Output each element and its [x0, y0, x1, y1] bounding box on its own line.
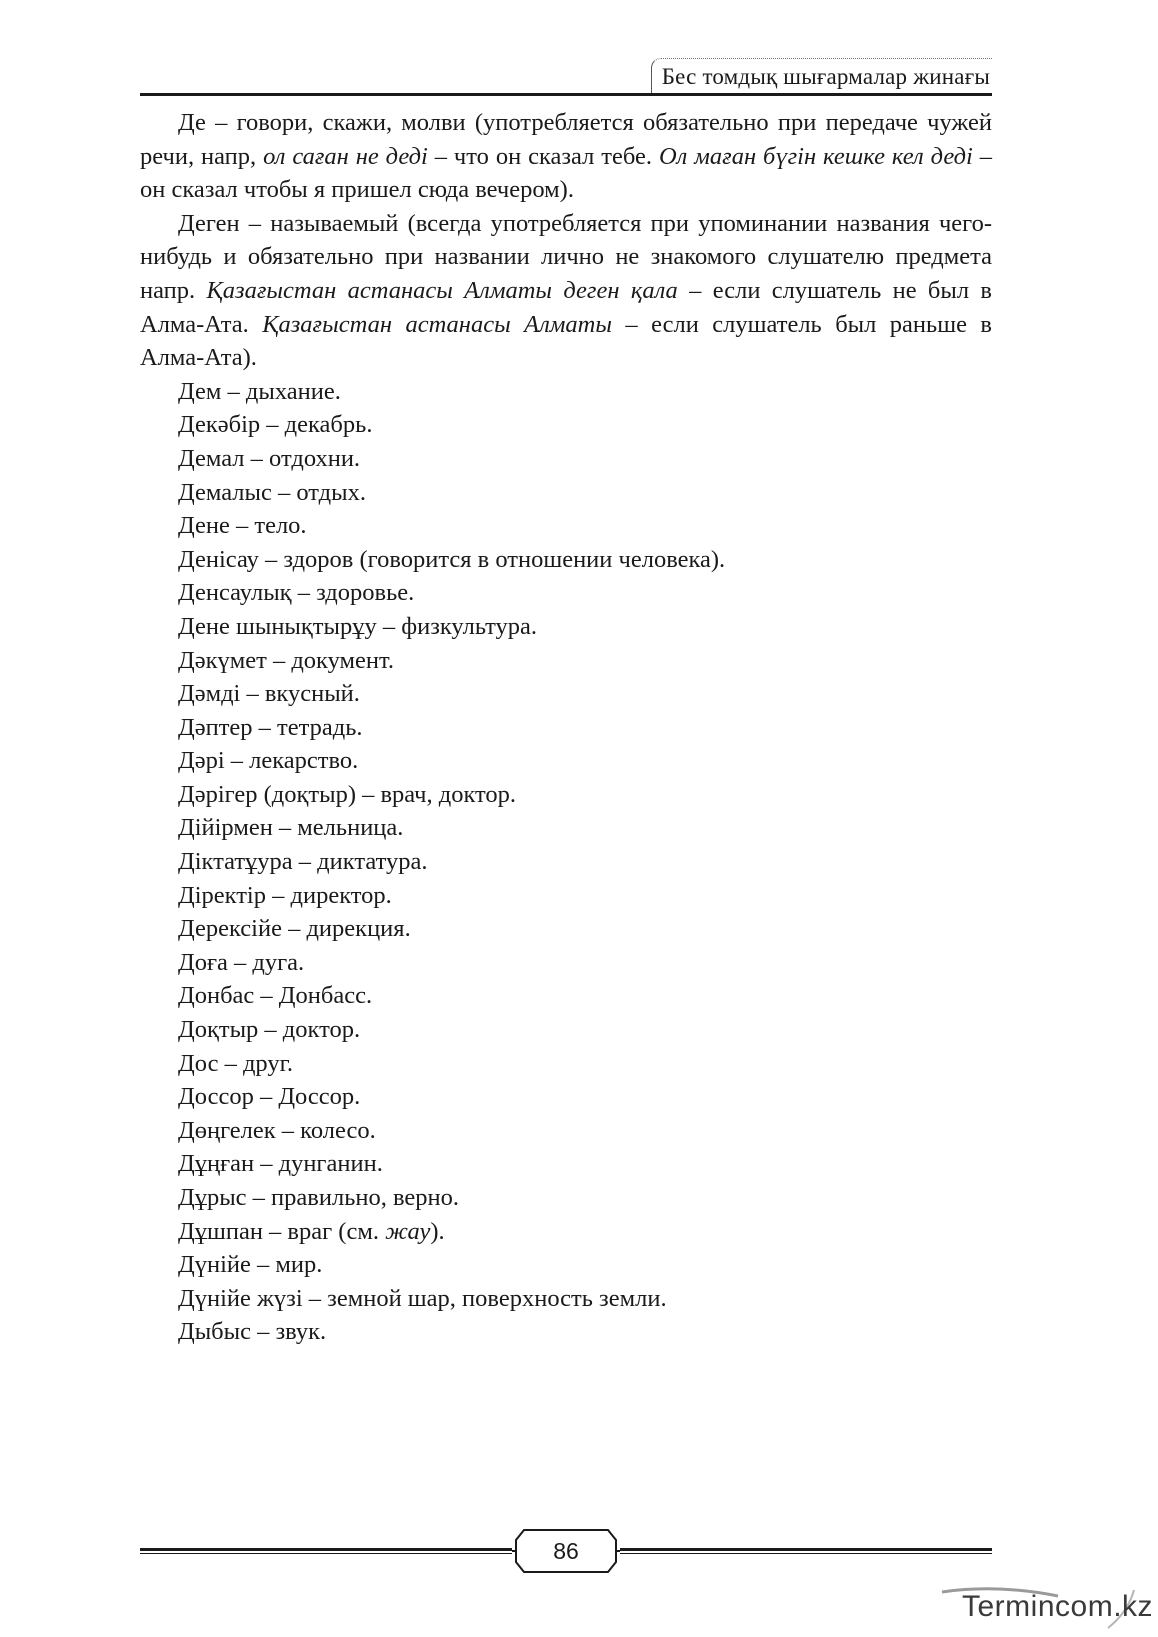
paragraph-degen — [140, 207, 992, 375]
dictionary-entry: Дүнійе – мир. — [178, 1251, 323, 1279]
text-run: Деген – называемый (всегда употребляется при упоминании названия чего-нибудь и обязательно при названии лично не знакомого слушателю предмета напр. — [140, 209, 992, 304]
watermark-logo — [938, 1582, 1154, 1630]
footer-rule-left — [140, 1548, 512, 1554]
dictionary-entry: Дерексійе – дирекция. — [178, 915, 411, 943]
running-header — [140, 54, 992, 96]
dictionary-entry: Дійірмен – мельница. — [178, 814, 404, 842]
dictionary-entry: Дұңған – дунганин. — [178, 1150, 383, 1178]
dictionary-entry: Дүнійе жүзі – земной шар, поверхность земли. — [178, 1284, 667, 1312]
page-number: 86 — [553, 1538, 579, 1564]
italic-example: жау — [385, 1217, 431, 1245]
dictionary-entry: Дыбыс – звук. — [178, 1318, 327, 1346]
page-number-box — [512, 1528, 620, 1574]
italic-example: Ол маған бүгін кешке кел деді — [658, 142, 973, 170]
dictionary-entry: Донбас – Донбасс. — [178, 982, 373, 1010]
dictionary-entry: Дене шынықтырұу – физкультура. — [178, 612, 537, 640]
italic-example: Қазағыстан астанасы Алматы — [262, 310, 612, 338]
dictionary-entry: Декәбір – декабрь. — [178, 411, 373, 439]
footer-rule-right — [620, 1548, 992, 1554]
dictionary-entry: Дәптер – тетрадь. — [178, 713, 363, 741]
italic-example: Қазағыстан астанасы Алматы деген қала — [206, 276, 678, 304]
dictionary-entry: Дәмді – вкусный. — [178, 680, 360, 708]
paragraph-de — [140, 106, 992, 207]
text-run: – если слушатель не был в Алма-Ата. — [140, 276, 992, 338]
italic-example: ол саған не деді — [263, 142, 428, 170]
watermark-text: Termincom.kz — [962, 1590, 1154, 1623]
text-run: Дұшпан – враг (см. — [178, 1217, 386, 1245]
dictionary-entry: Доға – дуга. — [178, 948, 305, 976]
dictionary-entry: Дұрыс – правильно, верно. — [178, 1184, 460, 1211]
header-rule — [140, 93, 992, 96]
dictionary-entry: Доссор – Доссор. — [178, 1083, 361, 1111]
dictionary-entry: Діректір – директор. — [178, 881, 392, 909]
dictionary-entry: Дәрігер (доқтыр) – врач, доктор. — [178, 780, 517, 808]
dictionary-entry: Доқтыр – доктор. — [178, 1016, 361, 1044]
dictionary-entry: Дос – друг. — [178, 1049, 293, 1077]
dictionary-entry: Денісау – здоров (говорится в отношении человека). — [178, 545, 726, 573]
dictionary-entry: Дем – дыхание. — [178, 377, 341, 405]
dictionary-entry: Дөңгелек – колесо. — [178, 1116, 376, 1144]
page-body — [140, 106, 992, 1349]
dictionary-entry: Дене – тело. — [178, 512, 307, 540]
dictionary-entry: Дәрі – лекарство. — [178, 747, 359, 775]
text-run: ). — [430, 1217, 445, 1245]
dictionary-entry: Денсаулық – здоровье. — [178, 579, 415, 607]
text-run: Де – говори, скажи, молви (употребляется обязательно при передаче чужей речи, напр, — [140, 109, 992, 170]
dictionary-entry: Дәкүмет – документ. — [178, 646, 395, 674]
dictionary-entry — [140, 1215, 992, 1249]
text-run: – он сказал чтобы я пришел сюда вечером). — [140, 142, 992, 204]
text-run: – что он сказал тебе. — [427, 142, 659, 170]
dictionary-entry: Демалыс – отдых. — [178, 478, 366, 506]
dictionary-entry: Демал – отдохни. — [178, 444, 361, 472]
text-run: – если слушатель был раньше в Алма-Ата). — [140, 310, 992, 372]
header-title: Бес томдық шығармалар жинағы — [651, 58, 992, 95]
page-footer — [140, 1528, 992, 1578]
dictionary-entry: Діктатұура – диктатура. — [178, 848, 428, 876]
